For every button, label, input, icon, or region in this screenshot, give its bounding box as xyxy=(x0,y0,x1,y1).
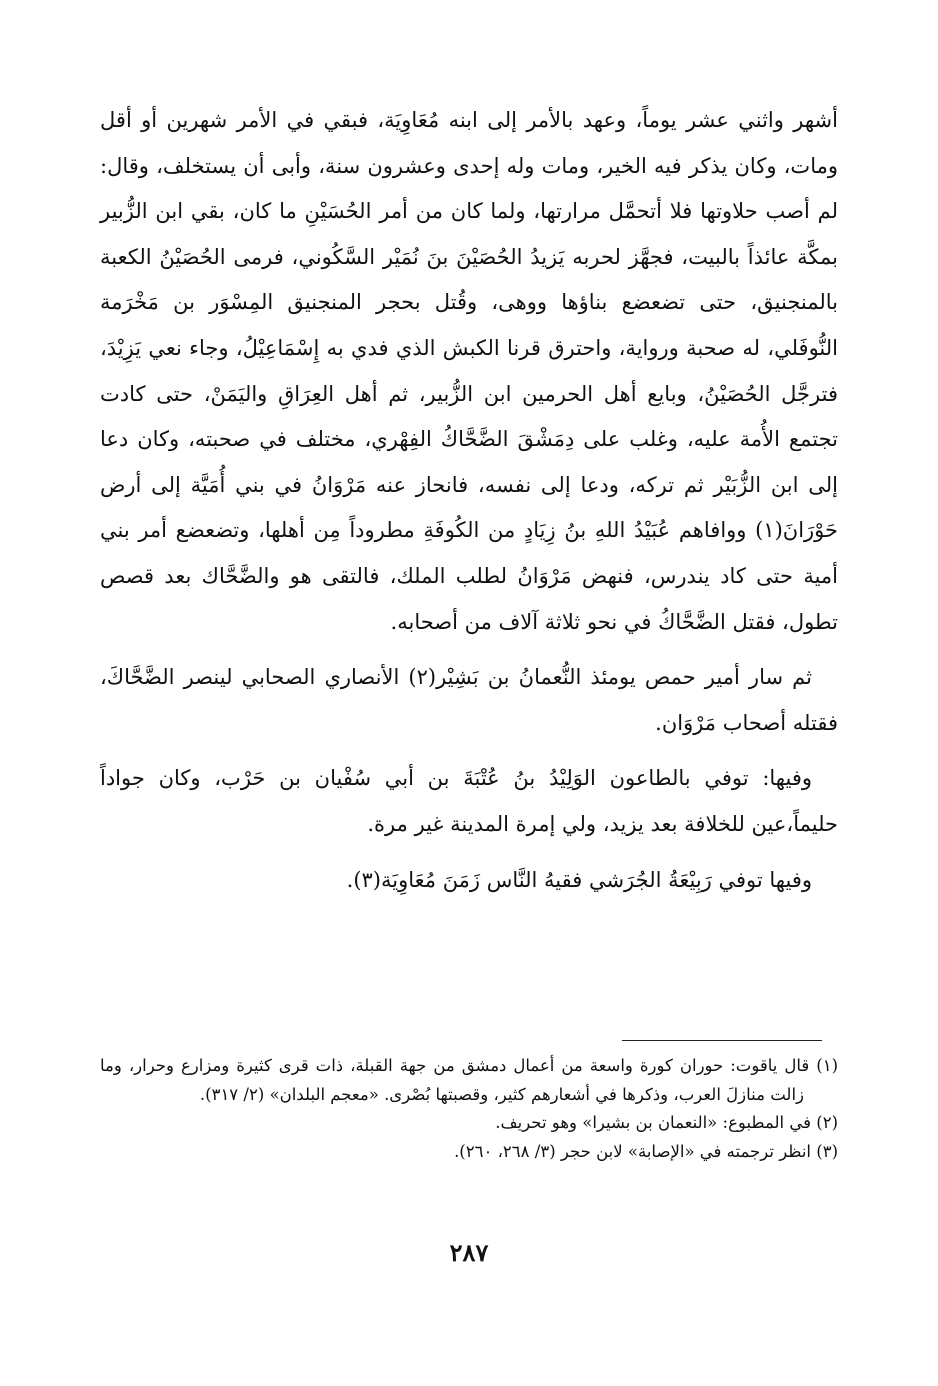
paragraph-3: وفيها: توفي بالطاعون الوَلِيْدُ بنُ عُتْبَةَ بن أبي سُفْيان بن حَرْب، وكان جواداً حليماً،عين للخلافة بعد يزيد، ولي إمرة المدينة غير مرة. xyxy=(100,766,838,836)
footnote-3: (٣) انظر ترجمته في «الإصابة» لابن حجر (٣/ ٢٦٨، ٢٦٠). xyxy=(454,1141,838,1161)
paragraph-2: ثم سار أمير حمص يومئذ النُّعمانُ بن بَشِيْر(٢) الأنصاري الصحابي لينصر الضَّحَّاكَ، فقتله أصحاب مَرْوَان. xyxy=(100,665,838,735)
main-text-body xyxy=(100,98,838,903)
footnotes xyxy=(100,1052,838,1166)
paragraph-4: وفيها توفي رَبِيْعَةُ الجُرَشي فقيهُ النَّاس زَمَنَ مُعَاوِيَة(٣). xyxy=(346,867,812,892)
page-number: ٢٨٧ xyxy=(449,1238,489,1267)
footnote-separator xyxy=(622,1040,822,1041)
paragraph-1: أشهر واثني عشر يوماً، وعهد بالأمر إلى ابنه مُعَاوِيَة، فبقي في الأمر شهرين أو أقل ومات، وكان يذكر فيه الخير، ومات وله إحدى وعشرون سنة، وأبى أن يستخلف، وقال: لم أصب حلاوتها فلا أتحمَّل مرارتها، ولما كان من أمر الحُسَيْنِ ما كان، بقي ابن الزُّبير بمكَّة عائذاً بالبيت، فجهَّز لحربه يَزيدُ الحُصَيْنَ بنَ نُمَيْر السَّكُوني، فرمى الحُصَيْنُ الكعبة بالمنجنيق، حتى تضعضع بناؤها ووهى، وقُتل بحجر المنجنيق المِسْوَر بن مَخْرَمة النُّوفَلي، له صحبة ورواية، واحترق قرنا الكبش الذي فدي به إِسْمَاعِيْلُ، وجاء نعي يَزِيْدَ، فترجَّل الحُصَيْنُ، وبايع أهل الحرمين ابن الزُّبير، ثم أهل العِرَاقِ واليَمَنْ، حتى كادت تجتمع الأُمة عليه، وغلب على دِمَشْقَ الضَّحَّاكُ الفِهْري، مختلف في صحبته، وكان دعا إلى ابن الزُّبَيْر ثم تركه، ودعا إلى نفسه، فانحاز عنه مَرْوَانُ في بني أُمَيَّة إلى أرض حَوْرَانَ(١) ووافاهم عُبَيْدُ اللهِ بنُ زِيَادٍ من الكُوفَةِ مطروداً مِن أهلها، وتضعضع أمر بني أمية حتى كاد يندرس، فنهض مَرْوَانُ لطلب الملك، فالتقى هو والضَّحَّاك بعد قصص تطول، فقتل الضَّحَّاكُ في نحو ثلاثة آلاف من أصحابه. xyxy=(100,108,838,634)
footnote-2: (٢) في المطبوع: «النعمان بن بشيرا» وهو تحريف. xyxy=(495,1113,838,1132)
footnote-1: (١) قال ياقوت: حوران كورة واسعة من أعمال دمشق من جهة القبلة، ذات قرى كثيرة ومزارع وحرار، وما زالت منازلَ العرب، وذكرها في أشعارهم كثير، وقصبتها بُصْرى. «معجم البلدان» (٢/ ٣١٧). xyxy=(100,1056,838,1104)
